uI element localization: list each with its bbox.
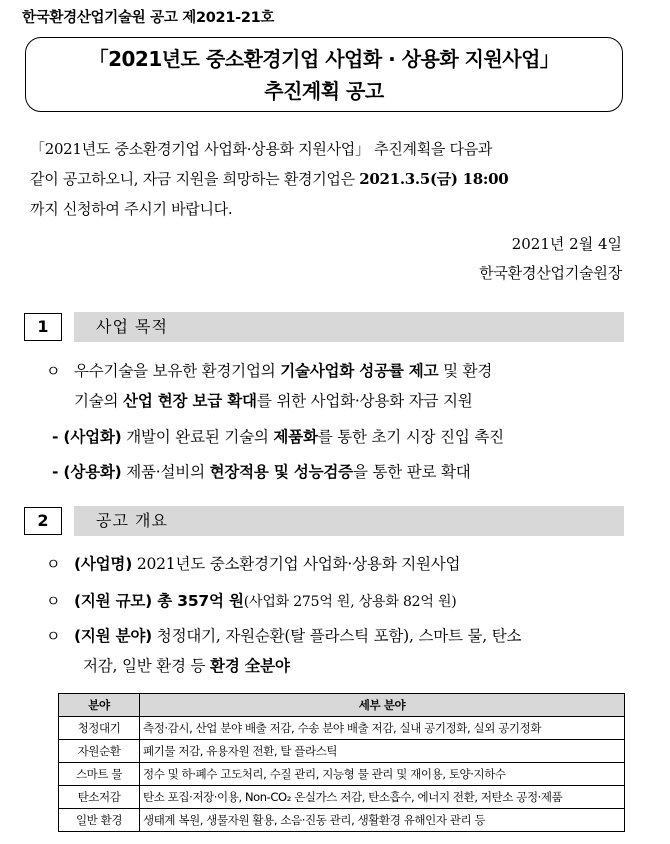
text: 2021년도 중소환경기업 사업화·상용화 지원사업 (132, 555, 461, 573)
intro-line-2-text: 같이 공고하오니, 자금 지원을 희망하는 환경기업은 (30, 170, 360, 188)
text: 개발이 완료된 기술의 (121, 428, 274, 446)
bullet-mark: ㅇ (46, 555, 61, 573)
table-header: 분야 (59, 694, 140, 717)
emphasis: 총 357억 원 (152, 592, 244, 610)
table-header: 세부 분야 (140, 694, 625, 717)
table-cell: 정수 및 하·폐수 고도처리, 수질 관리, 지능형 물 관리 및 재이용, 토양·지하수 (140, 763, 625, 786)
text: 및 환경 (438, 362, 493, 380)
section-2-number: 2 (24, 507, 62, 535)
table-row (59, 740, 625, 763)
text: 우수기술을 보유한 환경기업의 (74, 362, 281, 380)
emphasis: 현장적용 및 성능검증 (209, 463, 353, 481)
bullet-label: (지원 분야) (74, 627, 153, 645)
text: 기술의 (74, 392, 124, 410)
table-row (59, 717, 625, 740)
announcement-date: 2021년 2월 4일 (511, 235, 622, 253)
emphasis: 환경 全분야 (210, 657, 290, 675)
bullet-mark: ㅇ (46, 627, 61, 645)
bullet-mark: ㅇ (46, 592, 61, 610)
text: 를 통한 초기 시장 진입 촉진 (317, 428, 504, 446)
table-cell: 측정·감시, 산업 분야 배출 저감, 수송 분야 배출 저감, 실내 공기정화, 실외 공기정화 (140, 717, 625, 740)
detail-label: - (상용화) (52, 463, 122, 481)
table-row (59, 809, 625, 832)
notice-number: 한국환경산업기술원 공고 제2021-21호 (22, 10, 275, 26)
table-cell: 탄소저감 (59, 786, 140, 809)
section-2-bullet-1 (46, 549, 626, 579)
emphasis: 제품화 (273, 428, 318, 446)
bullet-label: (사업명) (74, 555, 133, 573)
text: 제품·설비의 (121, 463, 210, 481)
bullet-label: (지원 규모) (74, 592, 153, 610)
table-header-row (59, 694, 625, 717)
intro-line-3: 까지 신청하여 주시기 바랍니다. (30, 200, 233, 218)
field-table (58, 693, 625, 832)
section-1-bullet-1 (46, 356, 626, 416)
table-cell: 일반 환경 (59, 809, 140, 832)
intro-line-1: 「2021년도 중소환경기업 사업화·상용화 지원사업」 추진계획을 다음과 (30, 140, 493, 158)
intro-line-2 (30, 164, 626, 194)
deadline: 2021.3.5(금) 18:00 (359, 170, 509, 188)
detail-label: - (사업화) (52, 428, 122, 446)
table-cell: 스마트 물 (59, 763, 140, 786)
text: 청정대기, 자원순환(탈 플라스틱 포함), 스마트 물, 탄소 (152, 627, 522, 645)
section-2-bullet-3 (46, 621, 626, 681)
emphasis: 산업 현장 보급 확대 (123, 392, 257, 410)
section-2-title: 공고 개요 (74, 506, 624, 536)
bullet-mark: ㅇ (46, 362, 61, 380)
section-1-detail-1 (52, 422, 627, 452)
text: (사업화 275억 원, 상용화 82억 원) (243, 594, 457, 610)
text: 를 위한 사업화·상용화 자금 지원 (256, 392, 473, 410)
section-1-detail-2 (52, 457, 627, 487)
intro-paragraph (30, 134, 626, 224)
table-cell: 자원순환 (59, 740, 140, 763)
table-cell: 폐기물 저감, 유용자원 전환, 탈 플라스틱 (140, 740, 625, 763)
title-line-2: 추진계획 공고 (264, 79, 384, 103)
emphasis: 기술사업화 성공률 제고 (280, 362, 439, 380)
section-1-title: 사업 목적 (74, 312, 624, 342)
table-row (59, 763, 625, 786)
table-cell: 생태계 복원, 생물자원 활용, 소음·진동 관리, 생활환경 유해인자 관리 등 (140, 809, 625, 832)
section-2-bullet-2 (46, 586, 626, 617)
title-box (25, 37, 623, 112)
table-cell: 탄소 포집·저장·이용, Non-CO₂ 온실가스 저감, 탄소흡수, 에너지 전환, 저탄소 공정·제품 (140, 786, 625, 809)
organization-head: 한국환경산업기술원장 (479, 264, 622, 282)
text: 저감, 일반 환경 등 (83, 657, 211, 675)
table-cell: 청정대기 (59, 717, 140, 740)
title-line-1: 「2021년도 중소환경기업 사업화 · 상용화 지원사업」 (88, 47, 560, 71)
table-row (59, 786, 625, 809)
text: 을 통한 판로 확대 (352, 463, 471, 481)
section-1-number: 1 (24, 313, 62, 341)
